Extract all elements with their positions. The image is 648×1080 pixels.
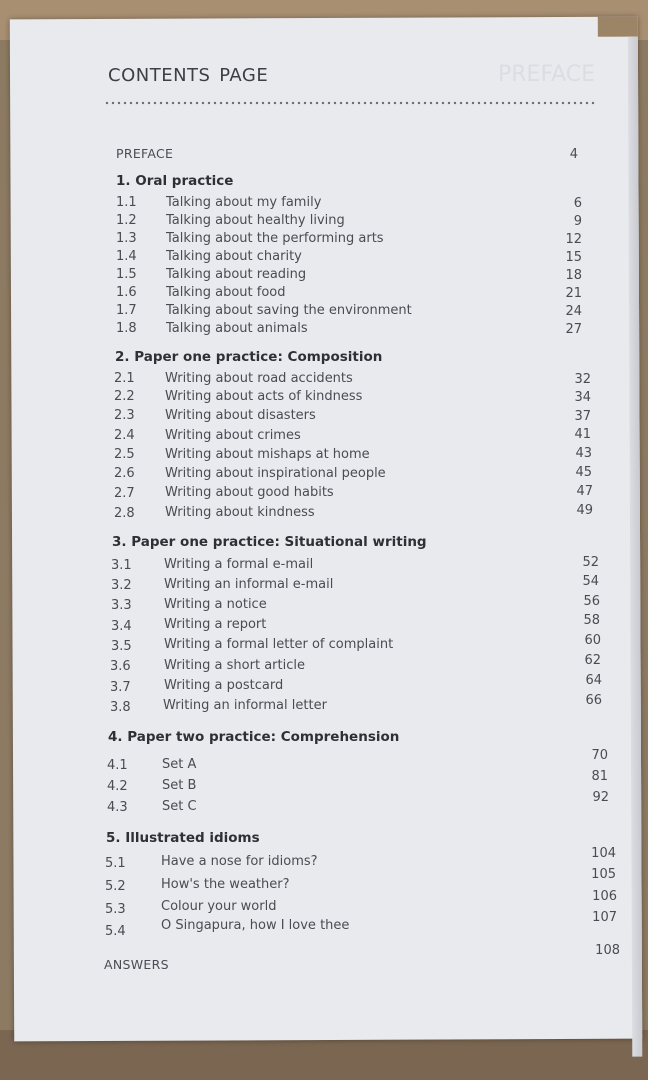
entry-page: 24 [565,304,582,319]
entry-number: 4.2 [107,779,128,794]
entry-title: Talking about food [166,285,286,300]
entry-page: 9 [573,214,582,229]
entry-title: Writing about disasters [165,408,316,423]
entry-title: Writing a postcard [164,678,284,693]
entry-page: 21 [565,286,582,301]
entry-number: 1.7 [116,303,137,318]
entry-page: 81 [591,769,608,784]
entry-number: 3.5 [111,639,132,654]
entry-title: Writing a formal e-mail [164,557,314,572]
entry-number: 3.3 [111,598,132,613]
entry-title: Writing a report [164,617,267,632]
entry-page: 37 [574,409,591,424]
entry-number: 2.4 [114,428,135,443]
entry-number: 3.1 [111,558,132,573]
entry-title: Writing about good habits [165,485,334,500]
entry-number: 1.6 [116,285,137,300]
entry-page: 43 [575,446,592,461]
entry-title: Writing about kindness [165,505,315,520]
entry-title: Writing about acts of kindness [165,389,363,404]
entry-title: Talking about animals [166,321,308,336]
entry-title: Talking about saving the environment [166,303,412,318]
entry-page: 12 [565,232,582,247]
section-heading-1: 1. Oral practice [116,173,234,189]
entry-number: 3.6 [110,659,131,674]
answers-label: ANSWERS [104,957,169,972]
entry-number: 2.1 [114,371,135,386]
entry-page: 106 [592,889,617,904]
entry-title: Set B [162,778,197,793]
entry-page: 15 [565,250,582,265]
entry-title: Writing an informal e-mail [164,577,334,592]
entry-number: 1.4 [116,249,137,264]
entry-number: 1.2 [116,213,137,228]
entry-title: How's the weather? [161,877,290,892]
entry-number: 3.2 [111,578,132,593]
entry-page: 34 [574,390,591,405]
entry-title: Writing about crimes [165,428,301,443]
entry-title: Writing a short article [164,658,305,673]
entry-number: 3.4 [111,619,132,634]
entry-page: 60 [584,633,601,648]
entry-number: 5.2 [105,879,126,894]
entry-number: 1.1 [116,195,137,210]
entry-title: Writing about inspirational people [165,466,386,481]
entry-title: Writing about mishaps at home [165,447,370,462]
entry-number: 2.6 [114,466,135,481]
entry-number: 1.8 [116,321,137,336]
entry-page: 92 [592,790,609,805]
entry-number: 4.1 [107,758,128,773]
entry-title: Writing a formal letter of complaint [164,637,394,652]
entry-title: Talking about reading [166,267,307,282]
entry-page: 27 [565,322,582,337]
entry-page: 58 [583,613,600,628]
entry-title: Writing about road accidents [165,371,353,386]
section-heading-3: 3. Paper one practice: Situational writing [112,534,427,550]
entry-page: 41 [574,427,591,442]
entry-number: 1.3 [116,231,137,246]
entry-number: 3.7 [110,680,131,695]
entry-page: 54 [582,574,599,589]
entry-number: 2.8 [114,506,135,521]
page-title: contents page [108,58,269,88]
entry-page: 18 [565,268,582,283]
entry-number: 1.5 [116,267,137,282]
entry-page: 64 [585,673,602,688]
section-heading-5: 5. Illustrated idioms [106,830,260,846]
entry-number: 5.1 [105,856,126,871]
entry-title: Talking about charity [166,249,302,264]
entry-page: 32 [574,372,591,387]
entry-page: 6 [573,196,582,211]
entry-page: 66 [585,693,602,708]
preface-page: 4 [569,147,578,162]
entry-page: 107 [592,910,617,925]
entry-page: 52 [582,555,599,570]
preface-label: PREFACE [116,146,174,161]
entry-number: 2.3 [114,408,135,423]
entry-page: 56 [583,594,600,609]
entry-number: 5.4 [105,924,126,939]
dotted-divider [104,101,596,105]
entry-page: 104 [591,846,616,861]
entry-number: 5.3 [105,902,126,917]
entry-page: 45 [575,465,592,480]
show-through-text: PREFACE [498,62,596,87]
entry-title: Writing a notice [164,597,267,612]
entry-page: 62 [584,653,601,668]
entry-number: 3.8 [110,700,131,715]
entry-title: Talking about the performing arts [166,231,384,246]
entry-title: Set C [162,799,197,814]
entry-title: Have a nose for idioms? [161,854,318,869]
entry-title: O Singapura, how I love thee [161,918,350,933]
entry-number: 2.5 [114,447,135,462]
entry-title: Colour your world [161,899,277,914]
entry-page: 47 [576,484,593,499]
entry-title: Talking about healthy living [166,213,345,228]
entry-number: 4.3 [107,800,128,815]
section-heading-4: 4. Paper two practice: Comprehension [108,729,400,745]
answers-page: 108 [595,943,620,958]
entry-page: 49 [576,503,593,518]
entry-title: Talking about my family [166,195,322,210]
entry-title: Set A [162,757,197,772]
entry-page: 70 [591,748,608,763]
section-heading-2: 2. Paper one practice: Composition [115,349,383,365]
entry-number: 2.7 [114,486,135,501]
entry-title: Writing an informal letter [163,698,327,713]
entry-number: 2.2 [114,389,135,404]
entry-page: 105 [591,867,616,882]
